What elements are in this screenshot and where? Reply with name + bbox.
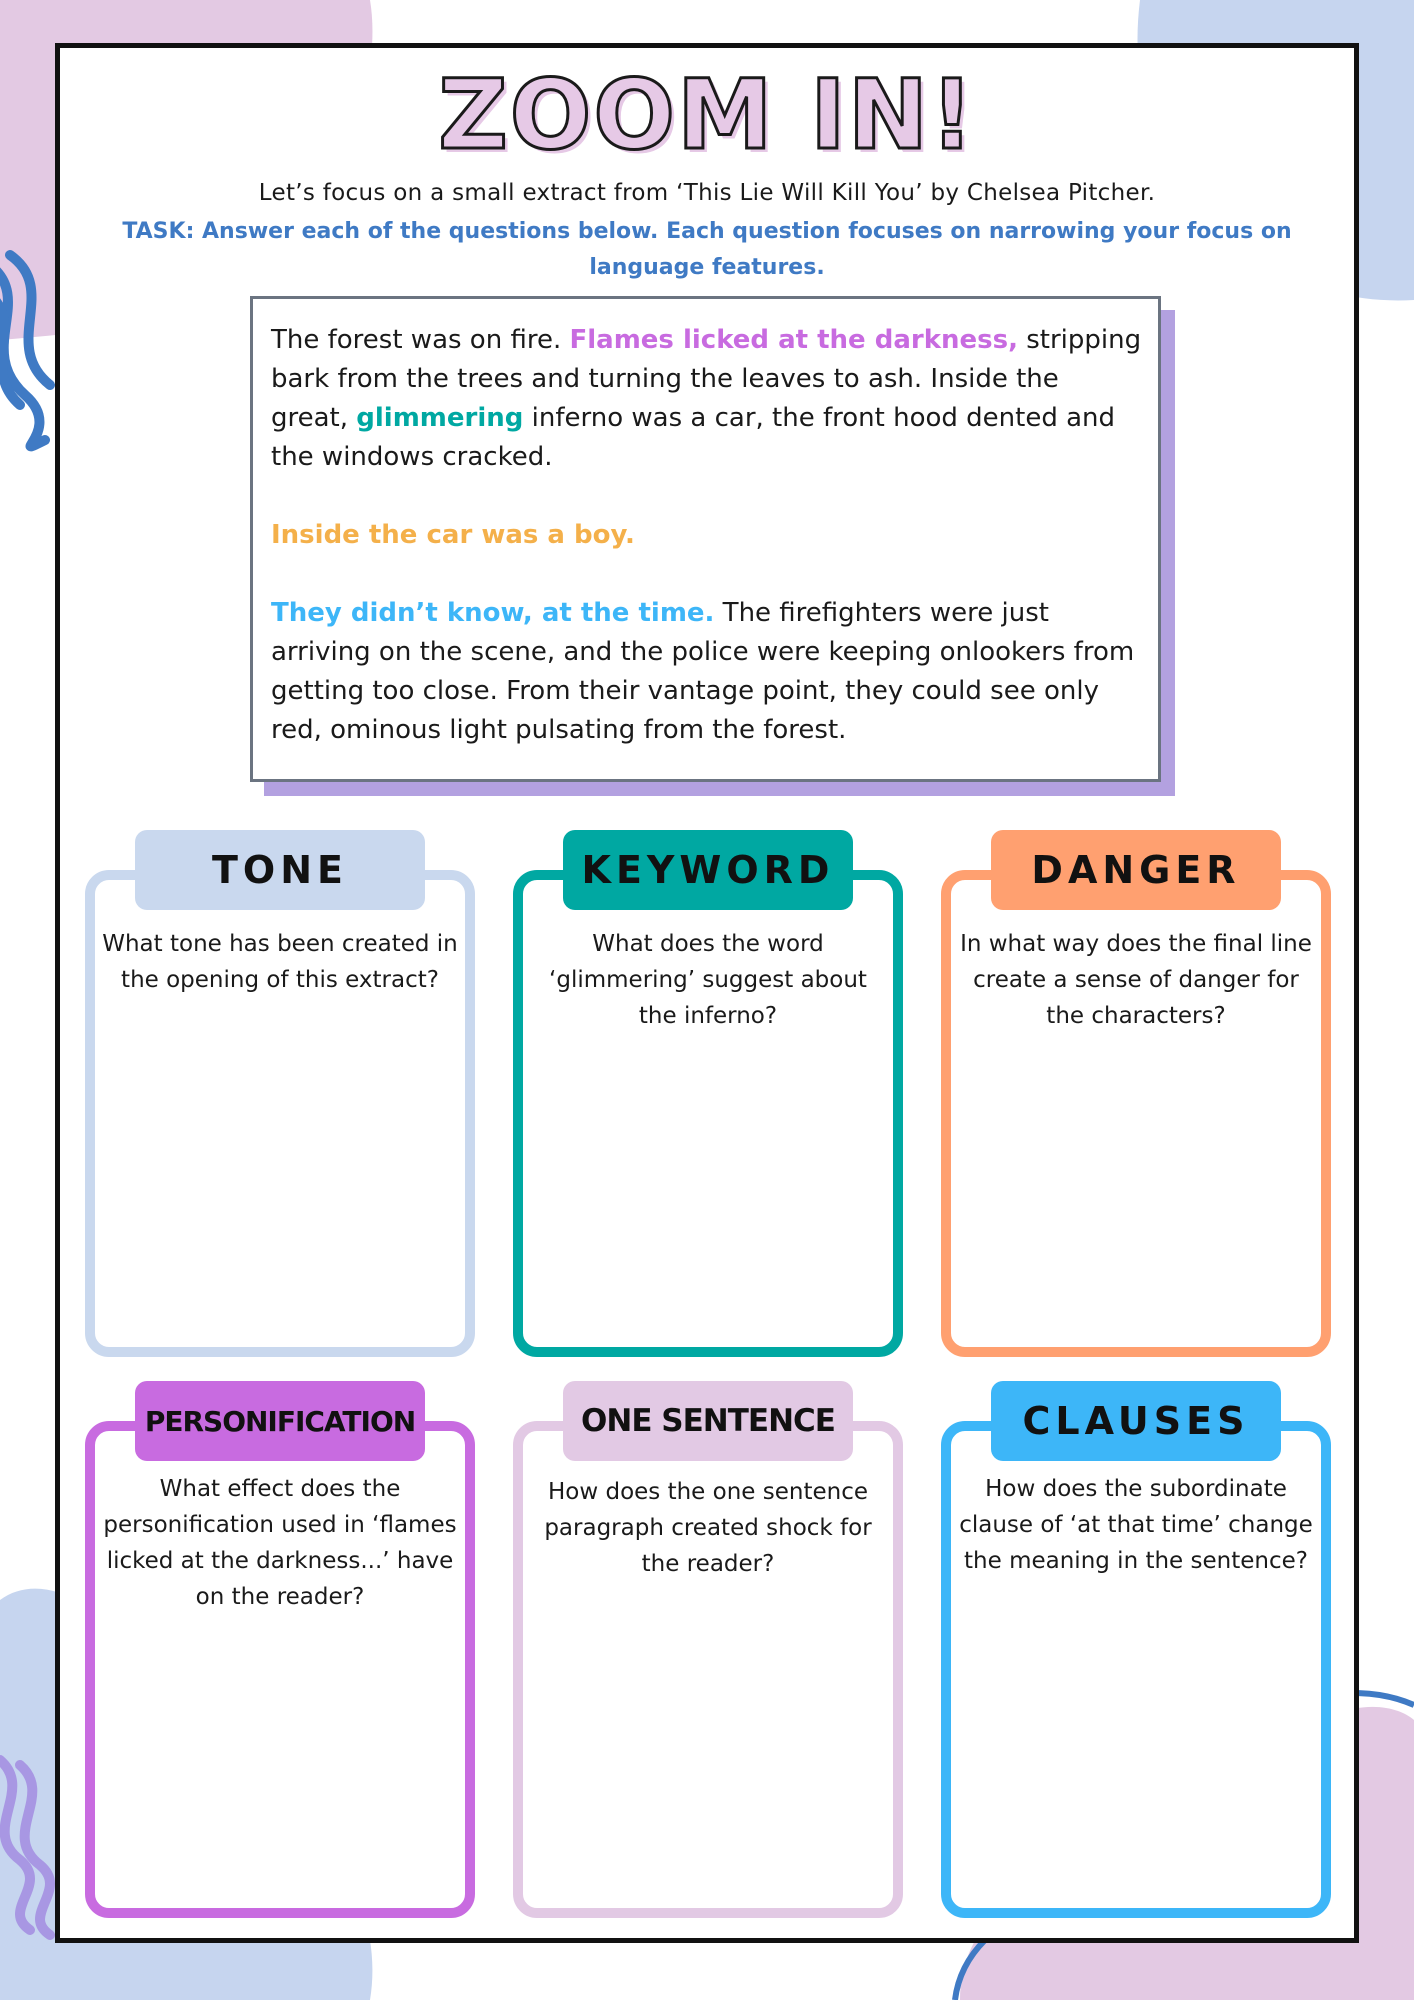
card-heading-one-sentence: ONE SENTENCE [563,1381,853,1461]
highlight-boy: Inside the car was a boy. [271,520,635,550]
extract-paragraph-1 [271,321,1144,477]
card-question-personification: What effect does the personification used in ‘flames licked at the darkness...’ have on the reader? [103,1476,457,1610]
card-question-danger: In what way does the final line create a sense of danger for the characters? [960,931,1312,1029]
extract-p1-mid: stripping bark from the trees and turning the leaves to ash. Inside the great, [271,325,1142,433]
task-instructions: TASK: Answer each of the questions below. Each question focuses on narrowing your focus on language features. [122,219,1292,280]
extract-paragraph-2 [271,516,1144,555]
card-heading-tone: TONE [135,830,425,910]
card-heading-personification: PERSONIFICATION [135,1381,425,1461]
page-title: ZOOM IN! [438,59,976,171]
card-question-tone: What tone has been created in the opening of this extract? [102,931,458,993]
card-heading-danger: DANGER [991,830,1281,910]
extract-p1-end: inferno was a car, the front hood dented and the windows cracked. [271,403,1116,472]
intro-text: Let’s focus on a small extract from ‘This Lie Will Kill You’ by Chelsea Pitcher. [258,180,1156,206]
card-heading-clauses: CLAUSES [991,1381,1281,1461]
card-question-keyword: What does the word ‘glimmering’ suggest about the inferno? [549,931,867,1029]
card-heading-keyword: KEYWORD [563,830,853,910]
worksheet [55,43,1359,1943]
card-question-one-sentence: How does the one sentence paragraph created shock for the reader? [544,1479,872,1577]
highlight-they-didnt-know: They didn’t know, at the time. [271,598,715,628]
extract-box [250,296,1161,782]
card-question-clauses: How does the subordinate clause of ‘at that time’ change the meaning in the sentence? [959,1476,1313,1574]
highlight-flames: Flames licked at the darkness, [569,325,1018,355]
highlight-glimmering: glimmering [356,403,524,433]
extract-paragraph-3 [271,594,1144,750]
extract-p3-rest: The firefighters were just arriving on the scene, and the police were keeping onlookers from getting too close. From their vantage point, they could see only red, ominous light pulsating from the forest. [271,598,1135,745]
extract-p1-start: The forest was on fire. [271,325,570,355]
